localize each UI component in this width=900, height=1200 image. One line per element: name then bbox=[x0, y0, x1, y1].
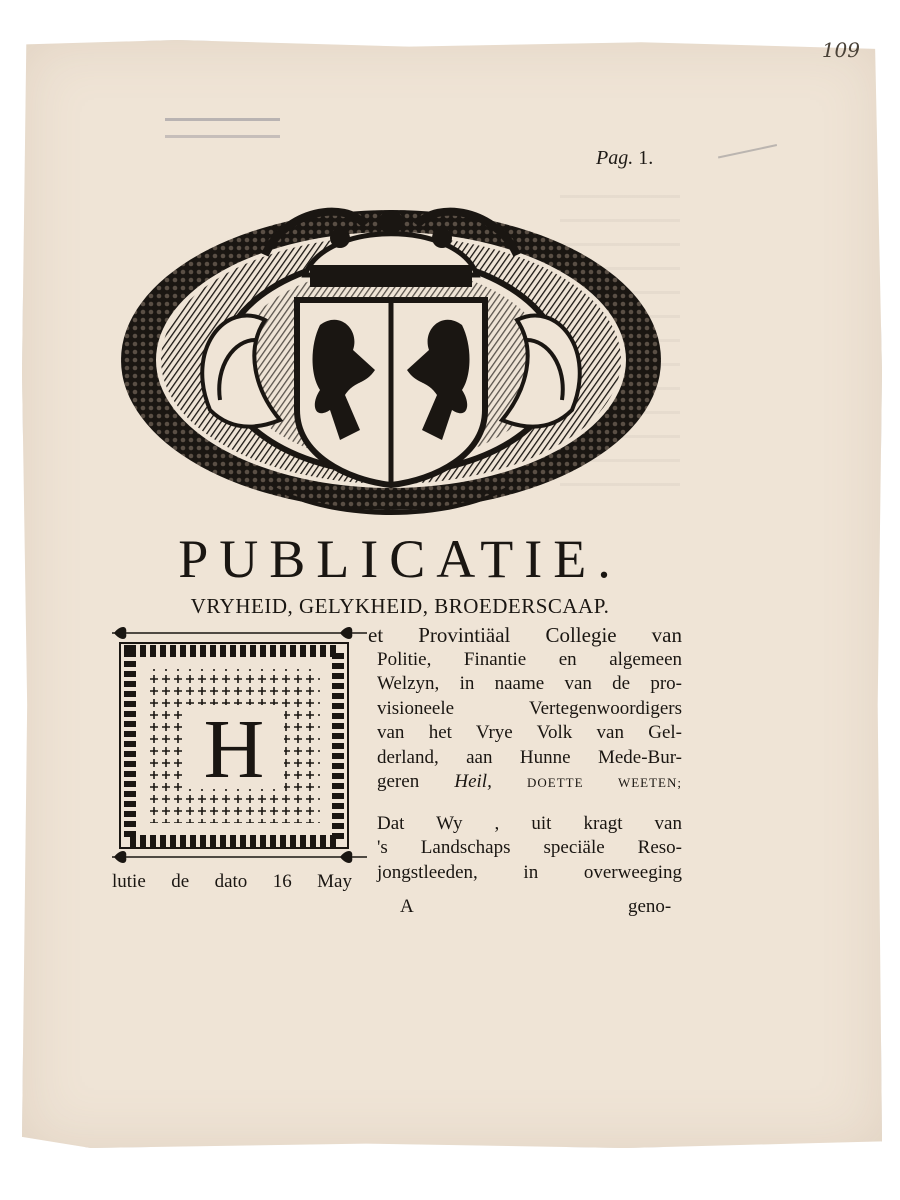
signature-mark: A bbox=[400, 896, 414, 917]
greeting-italic: Heil, bbox=[454, 771, 492, 792]
greeting-start: geren bbox=[377, 771, 455, 792]
folio-number: 109 bbox=[821, 38, 860, 62]
body-line: jongstleeden, in overweeging bbox=[377, 861, 682, 883]
body-line: 's Landschaps speciäle Reso- bbox=[377, 837, 682, 858]
shield-icon bbox=[297, 300, 485, 485]
drop-cap-letter: H bbox=[203, 703, 265, 796]
publication-title: PUBLICATIE. bbox=[178, 529, 622, 589]
page-label bbox=[596, 147, 653, 170]
body-line: et Provintiäal Collegie van bbox=[368, 623, 682, 647]
body-line: Dat Wy , uit kragt van bbox=[377, 812, 682, 834]
pencil-annotation-mark bbox=[165, 118, 280, 138]
page-label-word: Pag. bbox=[596, 147, 634, 169]
body-line: Welzyn, in naame van de pro- bbox=[377, 673, 682, 694]
body-line-greeting bbox=[377, 770, 682, 796]
page-label-number: 1. bbox=[638, 147, 654, 169]
body-line: van het Vrye Volk van Gel- bbox=[377, 722, 682, 743]
coat-of-arms-emblem bbox=[115, 180, 667, 525]
body-line: Politie, Finantie en algemeen bbox=[377, 648, 682, 670]
decorative-initial bbox=[112, 625, 367, 865]
catchword: geno- bbox=[628, 896, 672, 917]
body-line: derland, aan Hunne Mede-Bur- bbox=[377, 746, 682, 768]
body-text-column bbox=[368, 623, 683, 885]
greeting-smallcaps: DOETTE WEETEN; bbox=[527, 775, 683, 790]
motto-line: VRYHEID, GELYKHEID, BROEDERSCAAP. bbox=[190, 594, 610, 618]
body-line: visioneele Vertegenwoordigers bbox=[377, 697, 682, 719]
body-line-continuation: lutie de dato 16 May bbox=[112, 871, 352, 892]
